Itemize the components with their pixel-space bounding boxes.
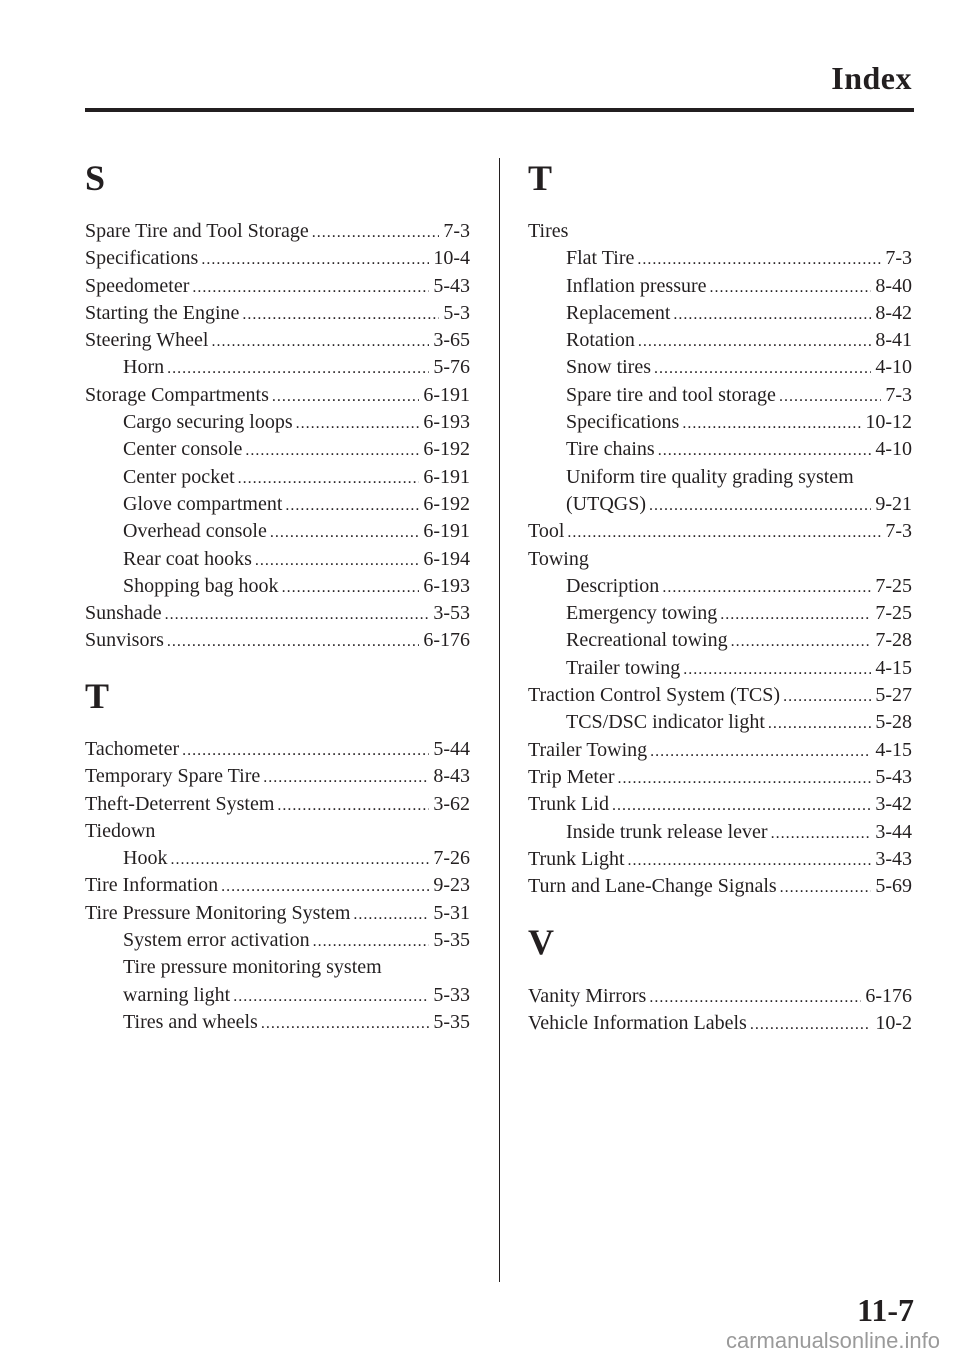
index-entry: Tool ..... 7-3 [528, 518, 912, 545]
index-subentry: Description ..... 7-25 [528, 573, 912, 600]
index-subentry: Uniform tire quality grading system [566, 465, 854, 488]
index-entry: Theft-Deterrent System ..... 3-62 [85, 791, 470, 818]
section-letter-v: V [528, 922, 554, 962]
column-divider [499, 158, 500, 1282]
index-entry: Trip Meter ..... 5-43 [528, 764, 912, 791]
index-subentry: warning light ..... 5-33 [85, 982, 470, 1009]
index-subentry: Replacement ..... 8-42 [528, 300, 912, 327]
page-number: 11-7 [857, 1292, 914, 1328]
index-subentry: Specifications ..... 10-12 [528, 409, 912, 436]
index-entry: Specifications ..... 10-4 [85, 245, 470, 272]
index-entry: Vehicle Information Labels ..... 10-2 [528, 1010, 912, 1037]
section-letter-t: T [85, 676, 110, 716]
index-entry: Tachometer ..... 5-44 [85, 736, 470, 763]
index-entry: Turn and Lane-Change Signals ..... 5-69 [528, 873, 912, 900]
index-entry: Trunk Lid ..... 3-42 [528, 791, 912, 818]
index-subentry: Spare tire and tool storage ..... 7-3 [528, 382, 912, 409]
index-subentry: Cargo securing loops ..... 6-193 [85, 409, 470, 436]
index-subentry: Glove compartment ..... 6-192 [85, 491, 470, 518]
index-entry: Speedometer ..... 5-43 [85, 273, 470, 300]
section-t-entries [85, 736, 470, 1036]
index-entry: Tire Information ..... 9-23 [85, 872, 470, 899]
index-subentry: Inside trunk release lever ..... 3-44 [528, 819, 912, 846]
index-subentry: System error activation ..... 5-35 [85, 927, 470, 954]
index-subentry: Recreational towing ..... 7-28 [528, 627, 912, 654]
index-subentry: Trailer towing ..... 4-15 [528, 655, 912, 682]
index-subentry: Center console ..... 6-192 [85, 436, 470, 463]
index-entry: Tiedown [85, 819, 156, 842]
index-entry: Sunvisors ..... 6-176 [85, 627, 470, 654]
index-entry: Storage Compartments ..... 6-191 [85, 382, 470, 409]
section-t-entries [528, 218, 912, 900]
index-subentry: Horn ..... 5-76 [85, 354, 470, 381]
index-subentry: Center pocket ..... 6-191 [85, 464, 470, 491]
index-subentry: Tire pressure monitoring system [123, 956, 382, 979]
index-entry: Spare Tire and Tool Storage ..... 7-3 [85, 218, 470, 245]
index-entry: Towing [528, 547, 589, 570]
index-subentry: (UTQGS) ..... 9-21 [528, 491, 912, 518]
index-subentry: Rear coat hooks ..... 6-194 [85, 546, 470, 573]
header-rule [85, 108, 914, 112]
index-entry: Trunk Light ..... 3-43 [528, 846, 912, 873]
index-entry: Vanity Mirrors ..... 6-176 [528, 983, 912, 1010]
index-subentry: TCS/DSC indicator light ..... 5-28 [528, 709, 912, 736]
index-entry: Tire Pressure Monitoring System ..... 5-31 [85, 900, 470, 927]
index-entry: Temporary Spare Tire ..... 8-43 [85, 763, 470, 790]
watermark-text: carmanualsonline.info [725, 1328, 940, 1353]
index-subentry: Tires and wheels ..... 5-35 [85, 1009, 470, 1036]
index-subentry: Shopping bag hook ..... 6-193 [85, 573, 470, 600]
index-entry: Traction Control System (TCS) ..... 5-27 [528, 682, 912, 709]
index-subentry: Inflation pressure ..... 8-40 [528, 273, 912, 300]
index-subentry: Emergency towing ..... 7-25 [528, 600, 912, 627]
section-s-entries [85, 218, 470, 655]
index-entry: Trailer Towing ..... 4-15 [528, 737, 912, 764]
index-subentry: Overhead console ..... 6-191 [85, 518, 470, 545]
section-letter-s: S [85, 158, 106, 198]
section-letter-t: T [528, 158, 553, 198]
index-subentry: Tire chains ..... 4-10 [528, 436, 912, 463]
index-subentry: Rotation ..... 8-41 [528, 327, 912, 354]
index-subentry: Hook ..... 7-26 [85, 845, 470, 872]
page-header-title: Index [831, 60, 912, 96]
section-v-entries [528, 983, 912, 1038]
index-subentry: Flat Tire ..... 7-3 [528, 245, 912, 272]
index-subentry: Snow tires ..... 4-10 [528, 354, 912, 381]
index-entry: Steering Wheel ..... 3-65 [85, 327, 470, 354]
index-entry: Sunshade ..... 3-53 [85, 600, 470, 627]
index-entry: Tires [528, 220, 569, 242]
index-entry: Starting the Engine ..... 5-3 [85, 300, 470, 327]
